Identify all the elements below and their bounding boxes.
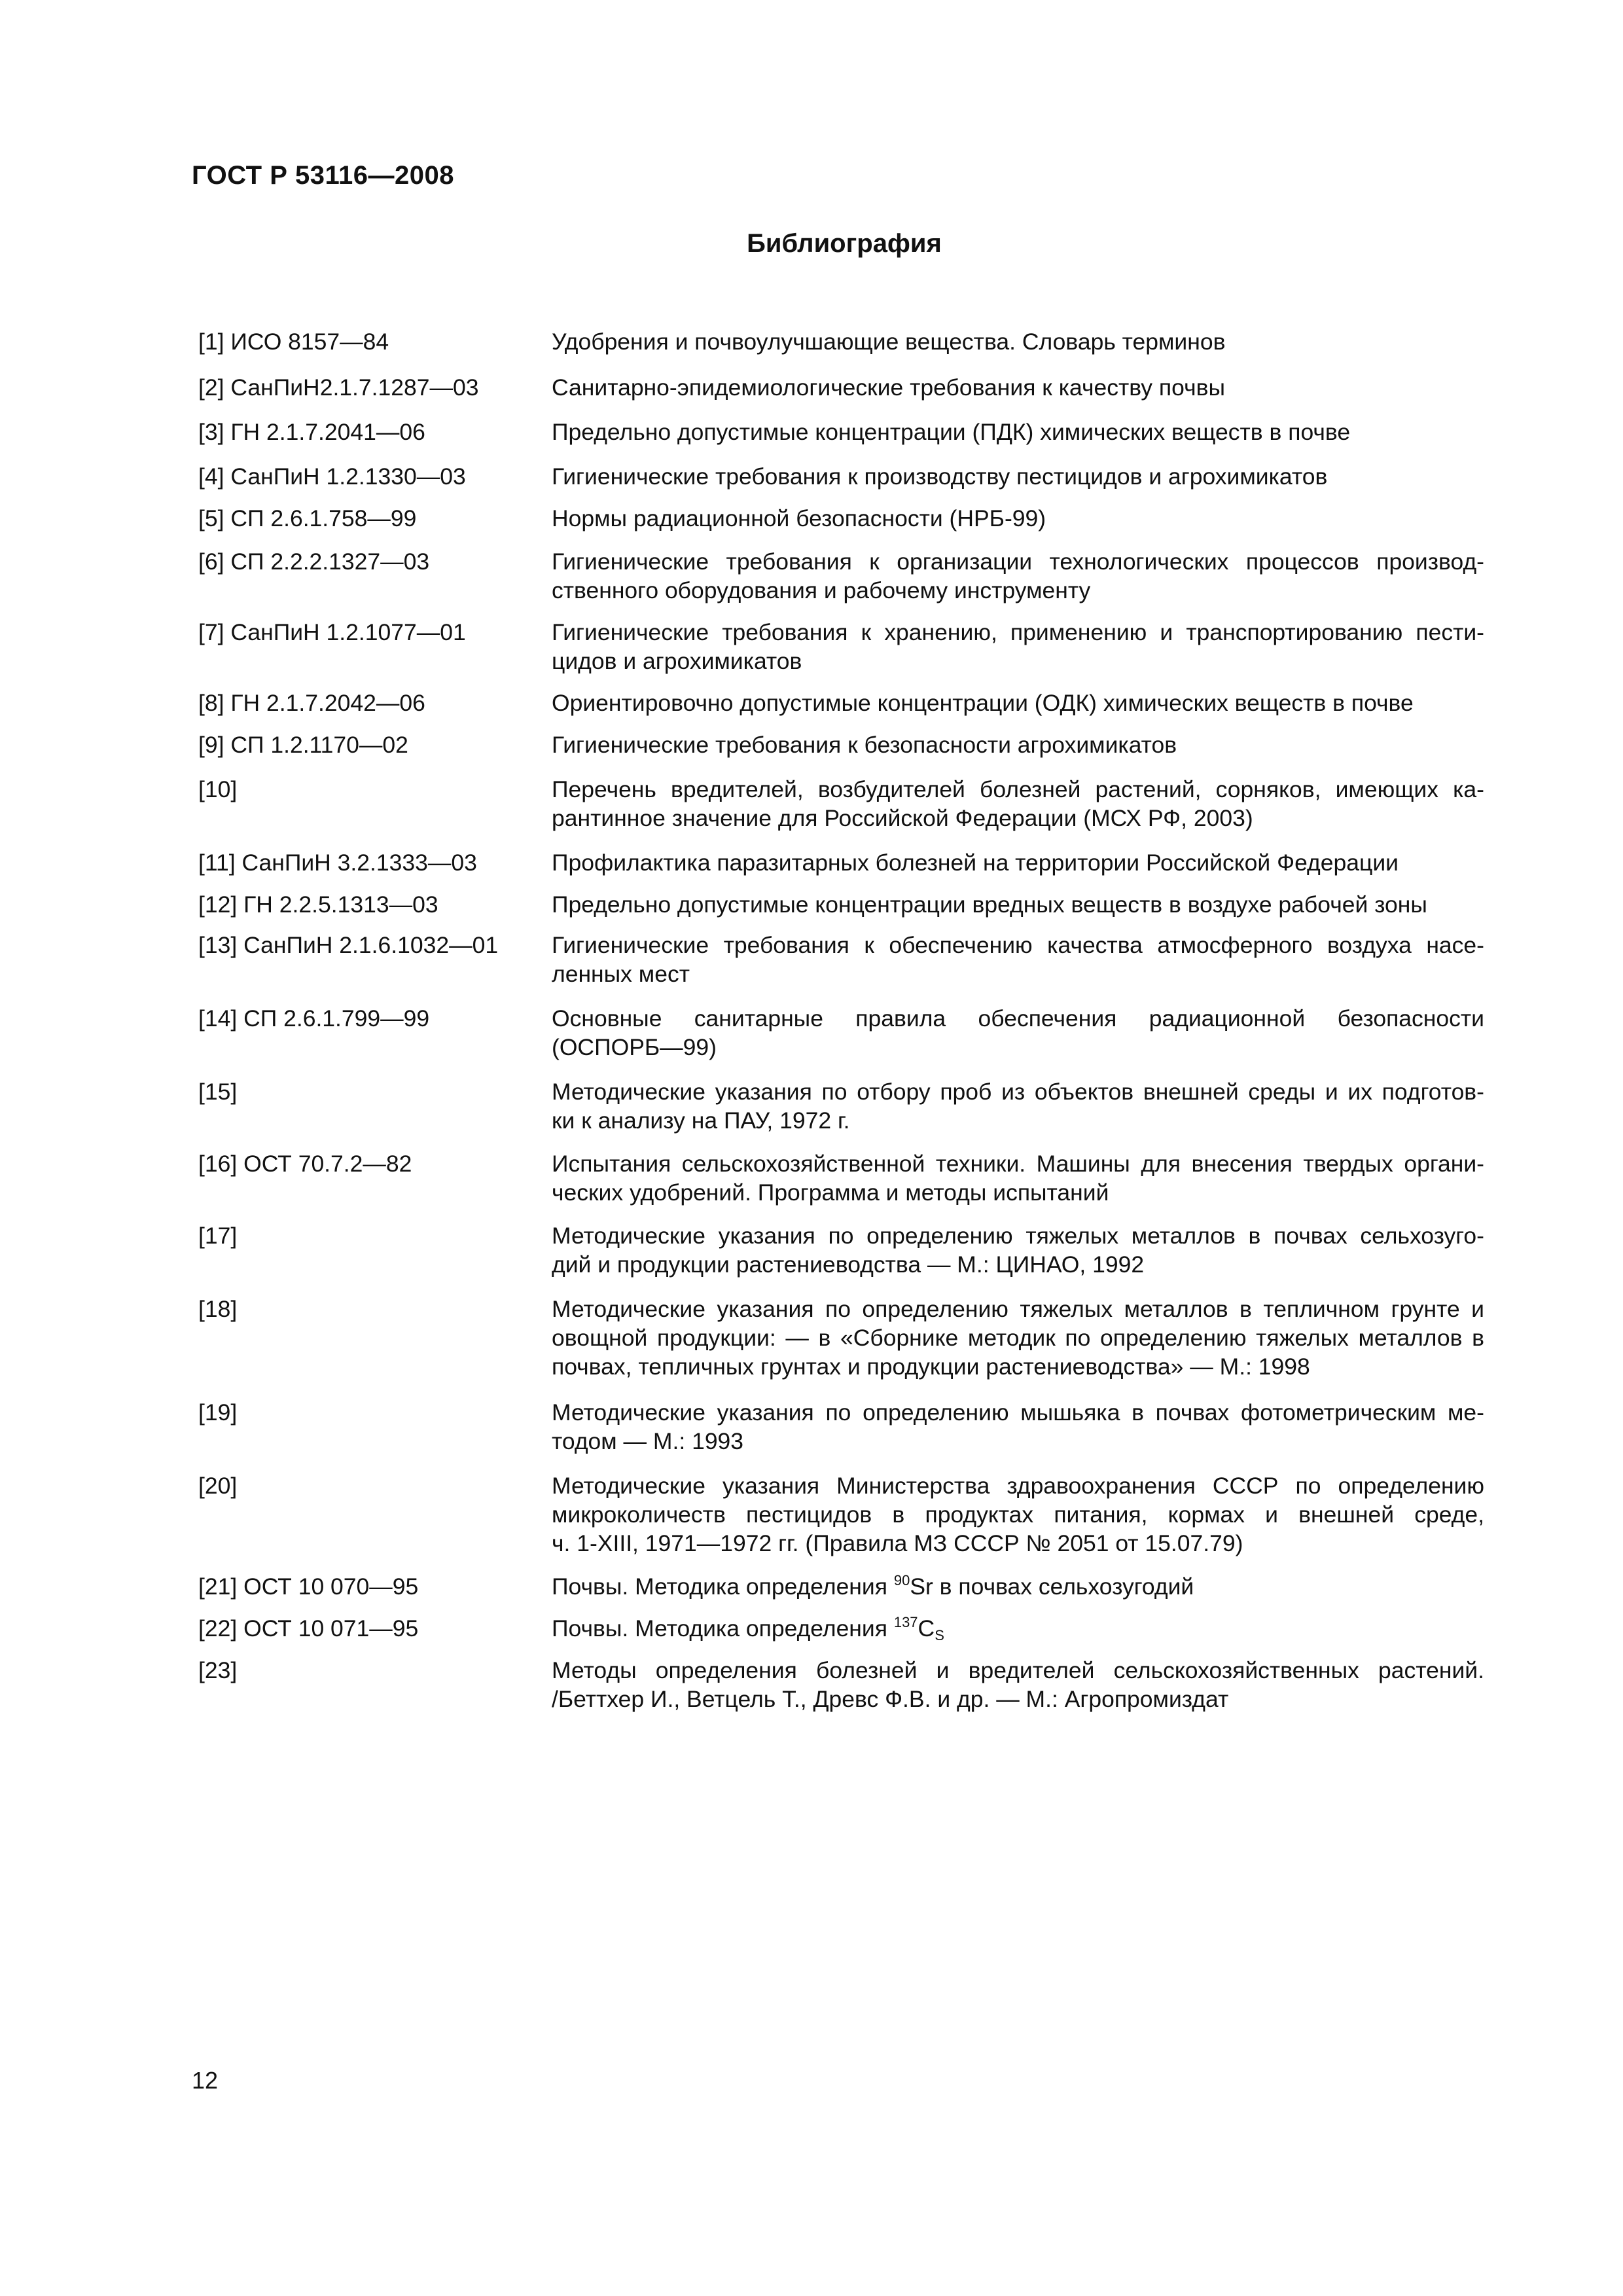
- page-number: 12: [192, 2067, 219, 2094]
- bibliography-entry: [198, 1471, 1488, 1558]
- bibliography-entry: [198, 1077, 1488, 1135]
- isotope-mass-number: 137: [893, 1614, 918, 1630]
- bibliography-description-line: микроколичеств пестицидов в продуктах питания, кормах и внешней среде,: [552, 1501, 1484, 1528]
- bibliography-ref: [21] ОСТ 10 070—95: [198, 1573, 419, 1600]
- bibliography-entry: [198, 327, 1488, 356]
- bibliography-description: [552, 504, 1484, 533]
- bibliography-ref: [1] ИСО 8157—84: [198, 329, 389, 355]
- bibliography-entry: [198, 1221, 1488, 1279]
- document-code: ГОСТ Р 53116—2008: [192, 161, 454, 190]
- bibliography-description: [552, 1077, 1484, 1135]
- bibliography-description-line: (ОСПОРБ—99): [552, 1034, 717, 1060]
- bibliography-description: [552, 462, 1484, 491]
- bibliography-entry: [198, 1656, 1488, 1713]
- bibliography-entry: [198, 1149, 1488, 1207]
- bibliography-description: [552, 1398, 1484, 1456]
- bibliography-entry: [198, 1398, 1488, 1456]
- bibliography-ref: [7] СанПиН 1.2.1077—01: [198, 619, 466, 645]
- bibliography-description-line: Методические указания по отбору проб из объектов внешней среды и их подготов-: [552, 1079, 1484, 1105]
- bibliography-description-line: [552, 1614, 1484, 1643]
- bibliography-description-line: Основные санитарные правила обеспечения радиационной безопасности: [552, 1005, 1484, 1031]
- bibliography-description: [552, 418, 1484, 446]
- description-text: Почвы. Методика определения: [552, 1573, 894, 1600]
- bibliography-description: [552, 618, 1484, 675]
- bibliography-description-line: ческих удобрений. Программа и методы испытаний: [552, 1179, 1109, 1206]
- bibliography-description-line: Ориентировочно допустимые концентрации (ОДК) химических веществ в почве: [552, 690, 1414, 716]
- bibliography-ref: [20]: [198, 1473, 238, 1499]
- bibliography-description: [552, 1221, 1484, 1279]
- bibliography-description: [552, 1471, 1484, 1558]
- bibliography-description-line: Методические указания по определению тяжелых металлов в тепличном грунте и: [552, 1296, 1484, 1322]
- isotope-mass-number: 90: [893, 1572, 910, 1588]
- bibliography-description-line: почвах, тепличных грунтах и продукции растениеводства» — М.: 1998: [552, 1354, 1310, 1380]
- bibliography-entry: [198, 462, 1488, 491]
- bibliography-description-line: ственного оборудования и рабочему инструменту: [552, 577, 1091, 603]
- bibliography-description-line: дий и продукции растениеводства — М.: ЦИНАО, 1992: [552, 1251, 1145, 1278]
- bibliography-description-line: тодом — М.: 1993: [552, 1428, 744, 1454]
- element-subscript: S: [935, 1627, 944, 1643]
- bibliography-entry: [198, 618, 1488, 675]
- bibliography-entry: [198, 775, 1488, 833]
- description-text: Sr в почвах сельхозугодий: [910, 1573, 1194, 1600]
- description-text: Почвы. Методика определения: [552, 1615, 894, 1641]
- bibliography-ref: [15]: [198, 1079, 238, 1105]
- bibliography-description: [552, 775, 1484, 833]
- bibliography-description: [552, 1149, 1484, 1207]
- bibliography-description-line: Предельно допустимые концентрации вредных веществ в воздухе рабочей зоны: [552, 891, 1427, 918]
- bibliography-description: [552, 547, 1484, 605]
- bibliography-description: [552, 1295, 1484, 1381]
- bibliography-entry: [198, 1295, 1488, 1381]
- bibliography-ref: [18]: [198, 1296, 238, 1322]
- bibliography-ref: [9] СП 1.2.1170—02: [198, 732, 408, 758]
- bibliography-entry: [198, 689, 1488, 717]
- bibliography-description-line: Методические указания Министерства здравоохранения СССР по определению: [552, 1473, 1484, 1499]
- bibliography-list: [198, 327, 1488, 1713]
- bibliography-ref: [4] СанПиН 1.2.1330—03: [198, 463, 466, 490]
- bibliography-ref: [3] ГН 2.1.7.2041—06: [198, 419, 425, 445]
- bibliography-ref: [19]: [198, 1399, 238, 1426]
- bibliography-description: [552, 890, 1484, 919]
- bibliography-description-line: Гигиенические требования к безопасности агрохимикатов: [552, 732, 1177, 758]
- bibliography-entry: [198, 730, 1488, 759]
- page-title: Библиография: [747, 229, 942, 258]
- bibliography-description-line: [552, 1572, 1484, 1601]
- bibliography-description: [552, 1656, 1484, 1713]
- bibliography-ref: [5] СП 2.6.1.758—99: [198, 505, 417, 531]
- bibliography-description-line: ч. 1-XIII, 1971—1972 гг. (Правила МЗ СССР № 2051 от 15.07.79): [552, 1530, 1243, 1556]
- bibliography-description: [552, 848, 1484, 877]
- bibliography-ref: [17]: [198, 1223, 238, 1249]
- bibliography-description: [552, 373, 1484, 402]
- bibliography-description-line: Испытания сельскохозяйственной техники. Машины для внесения твердых органи-: [552, 1151, 1484, 1177]
- bibliography-description-line: Перечень вредителей, возбудителей болезней растений, сорняков, имеющих ка-: [552, 776, 1484, 802]
- bibliography-ref: [23]: [198, 1657, 238, 1683]
- bibliography-ref: [16] ОСТ 70.7.2—82: [198, 1151, 412, 1177]
- bibliography-ref: [12] ГН 2.2.5.1313—03: [198, 891, 438, 918]
- bibliography-description-line: Методические указания по определению мышьяка в почвах фотометрическим ме-: [552, 1399, 1484, 1426]
- bibliography-ref: [6] СП 2.2.2.1327—03: [198, 548, 430, 575]
- bibliography-entry: [198, 848, 1488, 877]
- bibliography-description-line: Гигиенические требования к организации технологических процессов производ-: [552, 548, 1484, 575]
- bibliography-description: [552, 1004, 1484, 1062]
- bibliography-description-line: Профилактика паразитарных болезней на территории Российской Федерации: [552, 850, 1399, 876]
- bibliography-description: [552, 931, 1484, 988]
- bibliography-ref: [22] ОСТ 10 071—95: [198, 1615, 419, 1641]
- bibliography-entry: [198, 547, 1488, 605]
- bibliography-description-line: Нормы радиационной безопасности (НРБ-99): [552, 505, 1046, 531]
- bibliography-description-line: /Беттхер И., Ветцель Т., Древс Ф.В. и др. — М.: Агропромиздат: [552, 1686, 1229, 1712]
- bibliography-description-line: Удобрения и почвоулучшающие вещества. Словарь терминов: [552, 329, 1226, 355]
- bibliography-description-line: Методические указания по определению тяжелых металлов в почвах сельхозуго-: [552, 1223, 1484, 1249]
- bibliography-entry: [198, 373, 1488, 402]
- bibliography-description-line: Санитарно-эпидемиологические требования к качеству почвы: [552, 374, 1225, 401]
- bibliography-description-line: Методы определения болезней и вредителей сельскохозяйственных растений.: [552, 1657, 1484, 1683]
- bibliography-entry: [198, 1004, 1488, 1062]
- bibliography-description-line: Гигиенические требования к производству пестицидов и агрохимикатов: [552, 463, 1328, 490]
- bibliography-entry: [198, 504, 1488, 533]
- bibliography-description-line: Гигиенические требования к обеспечению качества атмосферного воздуха насе-: [552, 932, 1484, 958]
- bibliography-entry: [198, 418, 1488, 446]
- bibliography-description-line: рантинное значение для Российской Федерации (МСХ РФ, 2003): [552, 805, 1253, 831]
- bibliography-description-line: ленных мест: [552, 961, 690, 987]
- bibliography-description-line: ки к анализу на ПАУ, 1972 г.: [552, 1107, 850, 1134]
- bibliography-description: [552, 689, 1484, 717]
- bibliography-description-line: цидов и агрохимикатов: [552, 648, 802, 674]
- bibliography-ref: [2] СанПиН2.1.7.1287—03: [198, 374, 479, 401]
- bibliography-ref: [13] СанПиН 2.1.6.1032—01: [198, 932, 499, 958]
- bibliography-description-line: овощной продукции: — в «Сборнике методик по определению тяжелых металлов в: [552, 1325, 1484, 1351]
- bibliography-entry: [198, 1572, 1488, 1601]
- bibliography-ref: [8] ГН 2.1.7.2042—06: [198, 690, 425, 716]
- bibliography-description: [552, 730, 1484, 759]
- bibliography-description: [552, 327, 1484, 356]
- bibliography-description-line: Предельно допустимые концентрации (ПДК) химических веществ в почве: [552, 419, 1351, 445]
- bibliography-entry: [198, 1614, 1488, 1643]
- bibliography-entry: [198, 890, 1488, 919]
- bibliography-ref: [11] СанПиН 3.2.1333—03: [198, 850, 477, 876]
- bibliography-description: [552, 1614, 1484, 1643]
- bibliography-description-line: Гигиенические требования к хранению, применению и транспортированию пести-: [552, 619, 1484, 645]
- bibliography-ref: [10]: [198, 776, 238, 802]
- bibliography-ref: [14] СП 2.6.1.799—99: [198, 1005, 430, 1031]
- bibliography-entry: [198, 931, 1488, 988]
- description-text: C: [918, 1615, 935, 1641]
- bibliography-description: [552, 1572, 1484, 1601]
